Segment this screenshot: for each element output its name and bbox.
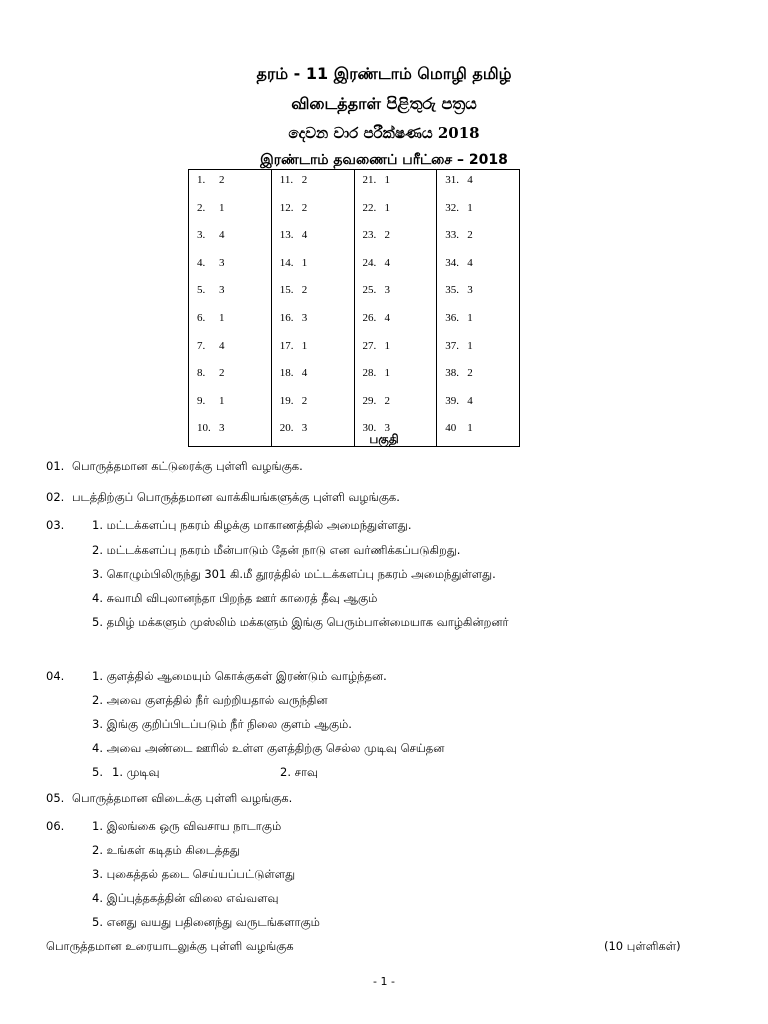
q01-number: 01. — [46, 459, 65, 473]
question-number: 8. — [197, 367, 206, 380]
question-number: 27. — [362, 339, 377, 352]
answer-value: 2 — [301, 284, 308, 297]
question-number: 22. — [362, 201, 377, 214]
answer-value: 2 — [467, 229, 473, 242]
answer-cell — [189, 225, 272, 253]
answer-row — [189, 253, 520, 281]
q03-item: 4. சுவாமி விபுலானந்தா பிறந்த ஊர் காரைத் தீவு ஆகும் — [92, 591, 378, 605]
question-number: 28. — [362, 367, 377, 380]
closing-instruction: பொருத்தமான உரையாடலுக்கு புள்ளி வழங்குக — [46, 939, 294, 953]
answer-row — [189, 225, 520, 253]
answer-value: 1 — [384, 339, 390, 352]
answer-cell — [437, 391, 520, 419]
answer-cell — [437, 336, 520, 364]
question-number: 10. — [197, 422, 211, 435]
answer-value: 3 — [301, 422, 308, 435]
answer-value: 2 — [467, 367, 473, 380]
answer-cell — [189, 198, 272, 226]
q03-item: 5. தமிழ் மக்களும் முஸ்லிம் மக்களும் இங்கு பெரும்பான்மையாக வாழ்கின்றனர் — [92, 615, 509, 629]
answer-cell — [189, 308, 272, 336]
title-second-term-exam: இரண்டாம் தவணைப் பரீட்சை – 2018 — [260, 152, 508, 168]
answer-row — [189, 198, 520, 226]
answer-row — [189, 280, 520, 308]
answer-row — [189, 336, 520, 364]
answer-cell — [189, 363, 272, 391]
question-number: 3. — [197, 229, 206, 242]
q05-number: 05. — [46, 791, 65, 805]
answer-value: 2 — [219, 367, 225, 380]
question-number: 17. — [279, 339, 294, 352]
question-number: 29. — [362, 394, 377, 407]
answer-value: 1 — [384, 367, 390, 380]
question-number: 14. — [279, 256, 294, 269]
answer-value: 3 — [384, 422, 390, 435]
q06-item: 1. இலங்கை ஒரு விவசாய நாடாகும் — [92, 819, 282, 833]
question-number: 7. — [197, 339, 206, 352]
q03-item: 2. மட்டக்களப்பு நகரம் மீன்பாடும் தேன் நாடு என வர்ணிக்கப்படுகிறது. — [92, 543, 461, 557]
answer-row — [189, 170, 520, 198]
q06-item: 2. உங்கள் கடிதம் கிடைத்தது — [92, 843, 240, 857]
answer-value: 3 — [219, 256, 225, 269]
answer-cell — [271, 225, 354, 253]
answer-table — [188, 169, 520, 447]
q04-item: 1. குளத்தில் ஆமையும் கொக்குகள் இரண்டும் வாழ்ந்தன. — [92, 669, 387, 683]
question-number: 24. — [362, 256, 377, 269]
q04-item5-option-a: 1. முடிவு — [112, 765, 160, 779]
answer-cell — [437, 280, 520, 308]
answer-cell — [437, 363, 520, 391]
answer-value: 4 — [467, 174, 473, 186]
answer-cell — [437, 198, 520, 226]
q04-item: 4. அவை அண்டை ஊரில் உள்ள குளத்திற்கு செல்ல முடிவு செய்தன — [92, 741, 445, 755]
q06-item: 5. எனது வயது பதினைந்து வருடங்களாகும் — [92, 915, 320, 929]
question-number: 35. — [445, 284, 459, 297]
answer-cell — [189, 391, 272, 419]
answer-cell — [271, 336, 354, 364]
answer-cell — [354, 336, 437, 364]
answer-value: 1 — [219, 311, 225, 324]
answer-cell — [189, 336, 272, 364]
answer-cell — [354, 253, 437, 281]
question-number: 1. — [197, 174, 206, 186]
answer-cell — [271, 280, 354, 308]
answer-value: 4 — [467, 256, 473, 269]
q04-item5-number: 5. — [92, 765, 103, 779]
answer-row — [189, 363, 520, 391]
question-number: 16. — [279, 311, 294, 324]
answer-value: 1 — [384, 174, 390, 186]
question-number: 30. — [362, 422, 377, 435]
question-number: 38. — [445, 367, 459, 380]
question-number: 34. — [445, 256, 459, 269]
answer-value: 2 — [301, 174, 308, 186]
question-number: 40 — [445, 422, 457, 435]
q04-item: 2. அவை குளத்தில் நீர் வற்றியதால் வருந்தின — [92, 693, 328, 707]
question-number: 21. — [362, 174, 377, 186]
answer-value: 1 — [219, 394, 225, 407]
answer-value: 3 — [219, 284, 225, 297]
q04-item5-option-b: 2. சாவு — [280, 765, 319, 779]
answer-row — [189, 391, 520, 419]
question-number: 9. — [197, 394, 206, 407]
answer-cell — [271, 198, 354, 226]
question-number: 39. — [445, 394, 459, 407]
q04-item: 3. இங்கு குறிப்பிடப்படும் நீர் நிலை குளம் ஆகும். — [92, 717, 352, 731]
answer-value: 2 — [301, 394, 308, 407]
q03-number: 03. — [46, 518, 65, 532]
question-number: 13. — [279, 229, 294, 242]
question-number: 4. — [197, 256, 206, 269]
q05-text: பொருத்தமான விடைக்கு புள்ளி வழங்குக. — [72, 791, 293, 805]
title-grade: தரம் - 11 இரண்டாம் மொழி தமிழ் — [256, 64, 512, 83]
answer-cell — [354, 198, 437, 226]
answer-cell — [271, 308, 354, 336]
total-marks: (10 புள்ளிகள்) — [604, 939, 681, 953]
question-number: 32. — [445, 201, 459, 214]
answer-value: 3 — [467, 284, 473, 297]
question-number: 23. — [362, 229, 377, 242]
q03-item: 3. கொழும்பிலிருந்து 301 கி.மீ தூரத்தில் மட்டக்களப்பு நகரம் அமைந்துள்ளது. — [92, 567, 496, 581]
answer-cell — [437, 253, 520, 281]
answer-value: 3 — [301, 311, 308, 324]
title-answer-sheet: விடைத்தாள் පිළිතුරු පත්‍රය — [291, 94, 477, 113]
answer-cell — [271, 253, 354, 281]
answer-cell — [354, 170, 437, 198]
question-number: 11. — [279, 174, 294, 186]
question-number: 31. — [445, 174, 459, 186]
page-number: - 1 - — [373, 975, 395, 988]
answer-cell — [189, 280, 272, 308]
answer-cell — [437, 170, 520, 198]
question-number: 20. — [279, 422, 294, 435]
answer-value: 3 — [219, 422, 225, 435]
question-number: 36. — [445, 311, 459, 324]
question-number: 5. — [197, 284, 206, 297]
answer-cell — [271, 363, 354, 391]
answer-value: 4 — [301, 229, 308, 242]
answer-value: 4 — [219, 339, 225, 352]
answer-cell — [354, 225, 437, 253]
answer-value: 2 — [219, 174, 225, 186]
question-number: 6. — [197, 311, 206, 324]
answer-value: 1 — [467, 339, 473, 352]
answer-value: 1 — [301, 256, 308, 269]
question-number: 25. — [362, 284, 377, 297]
question-number: 33. — [445, 229, 459, 242]
question-number: 18. — [279, 367, 294, 380]
q01-text: பொருத்தமான கட்டுரைக்கு புள்ளி வழங்குக. — [72, 459, 303, 473]
q06-item: 4. இப்புத்தகத்தின் விலை எவ்வளவு — [92, 891, 279, 905]
question-number: 2. — [197, 201, 206, 214]
answer-value: 4 — [384, 256, 390, 269]
answer-value: 1 — [467, 311, 473, 324]
answer-cell — [354, 363, 437, 391]
answer-value: 2 — [301, 201, 308, 214]
section-title: பகுதி — [369, 432, 399, 446]
answer-cell — [189, 253, 272, 281]
question-number: 37. — [445, 339, 459, 352]
answer-row — [189, 308, 520, 336]
answer-value: 1 — [467, 422, 473, 435]
question-number: 19. — [279, 394, 294, 407]
answer-cell — [437, 225, 520, 253]
answer-value: 1 — [219, 201, 225, 214]
question-number: 15. — [279, 284, 294, 297]
question-number: 12. — [279, 201, 294, 214]
q02-number: 02. — [46, 490, 65, 504]
title-sinhala-exam: දෙවන වාර පරීක්ෂණය 2018 — [288, 124, 480, 142]
answer-cell — [354, 280, 437, 308]
answer-cell — [354, 391, 437, 419]
answer-cell — [437, 308, 520, 336]
q04-number: 04. — [46, 669, 65, 683]
answer-value: 2 — [384, 394, 390, 407]
q06-item: 3. புகைத்தல் தடை செய்யப்பட்டுள்ளது — [92, 867, 296, 881]
answer-value: 4 — [384, 311, 390, 324]
q06-number: 06. — [46, 819, 65, 833]
answer-value: 1 — [301, 339, 308, 352]
q03-item: 1. மட்டக்களப்பு நகரம் கிழக்கு மாகாணத்தில் அமைந்துள்ளது. — [92, 518, 412, 532]
answer-value: 2 — [384, 229, 390, 242]
answer-value: 4 — [301, 367, 308, 380]
answer-value: 4 — [219, 229, 225, 242]
question-number: 26. — [362, 311, 377, 324]
answer-cell — [271, 391, 354, 419]
answer-cell — [271, 170, 354, 198]
answer-value: 3 — [384, 284, 390, 297]
answer-value: 1 — [467, 201, 473, 214]
q02-text: படத்திற்குப் பொருத்தமான வாக்கியங்களுக்கு புள்ளி வழங்குக. — [72, 490, 400, 504]
answer-cell — [189, 170, 272, 198]
answer-value: 4 — [467, 394, 473, 407]
answer-value: 1 — [384, 201, 390, 214]
answer-cell — [354, 308, 437, 336]
